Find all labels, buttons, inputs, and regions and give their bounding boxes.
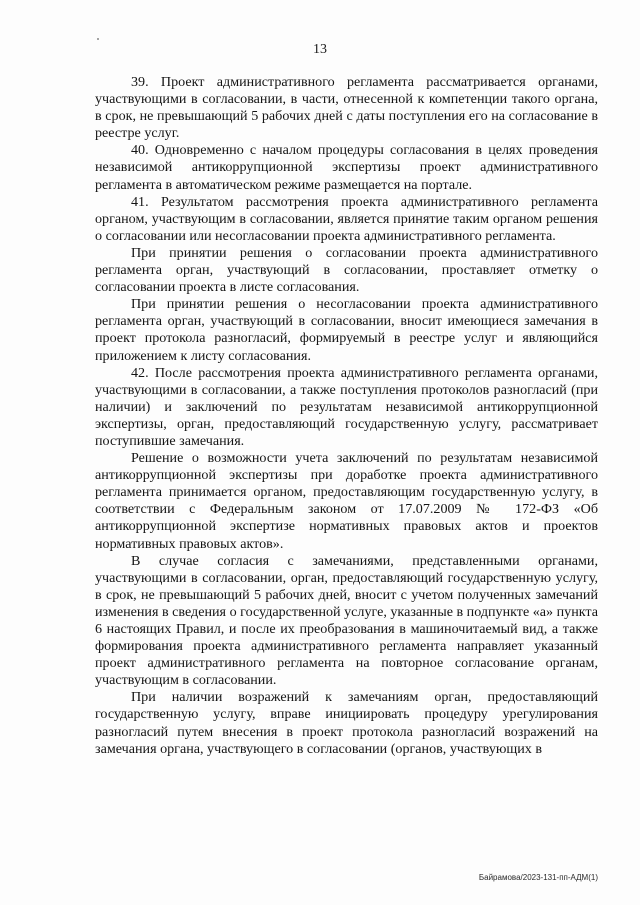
paragraph-39: 39. Проект административного регламента рассматривается органами, участвующими в согласовании, в части, отнесенной к компетенции такого органа, в срок, не превышающий 5 рабочих дней с даты поступления его на согласование в реестре услуг. bbox=[95, 74, 598, 142]
paragraph-41-disapproval: При принятии решения о несогласовании проекта административного регламента орган, участвующий в согласовании, вносит имеющиеся замечания в проект протокола разногласий, формируемый в реестре услуг и являющийся приложением к листу согласования. bbox=[95, 296, 598, 364]
page-number: 13 bbox=[313, 42, 327, 57]
paragraph-42-objections: При наличии возражений к замечаниям орган, предоставляющий государственную услугу, вправе инициировать процедуру урегулирования разногласий путем внесения в проект протокола разногласий возражений на замечания органа, участвующего в согласовании (органов, участвующих в bbox=[95, 689, 598, 757]
paragraph-40: 40. Одновременно с началом процедуры согласования в целях проведения независимой антикоррупционной экспертизы проект административного регламента в автоматическом режиме размещается на портале. bbox=[95, 142, 598, 193]
paragraph-42: 42. После рассмотрения проекта административного регламента органами, участвующими в согласовании, а также поступления протоколов разногласий (при наличии) и заключений по результатам независимой антикоррупционной экспертизы, орган, предоставляющий государственную услугу, рассматривает поступившие замечания. bbox=[95, 364, 598, 449]
scan-speck bbox=[97, 38, 99, 40]
document-body bbox=[95, 74, 598, 758]
paragraph-42-agreement: В случае согласия с замечаниями, представленными органами, участвующими в согласовании, орган, предоставляющий государственную услугу, в срок, не превышающий 5 рабочих дней, вносит с учетом полученных замечаний изменения в сведения о государственной услуге, указанные в подпункте «а» пункта 6 настоящих Правил, и после их преобразования в машиночитаемый вид, а также формирования проекта административного регламента направляет указанный проект административного регламента на повторное согласование органам, участвующим в согласовании. bbox=[95, 552, 598, 689]
paragraph-42-decision: Решение о возможности учета заключений по результатам независимой антикоррупционной экспертизы при доработке проекта административного регламента принимается органом, предоставляющим государственную услугу, в соответствии с Федеральным законом от 17.07.2009 № 172-ФЗ «Об антикоррупционной экспертизе нормативных правовых актов и проектов нормативных правовых актов». bbox=[95, 450, 598, 552]
paragraph-41: 41. Результатом рассмотрения проекта административного регламента органом, участвующим в согласовании, является принятие таким органом решения о согласовании или несогласовании проекта административного регламента. bbox=[95, 193, 598, 244]
document-footer-id: Байрамова/2023-131-пп-АДМ(1) bbox=[478, 873, 598, 882]
paragraph-41-approval: При принятии решения о согласовании проекта административного регламента орган, участвующий в согласовании, проставляет отметку о согласовании проекта в листе согласования. bbox=[95, 244, 598, 296]
